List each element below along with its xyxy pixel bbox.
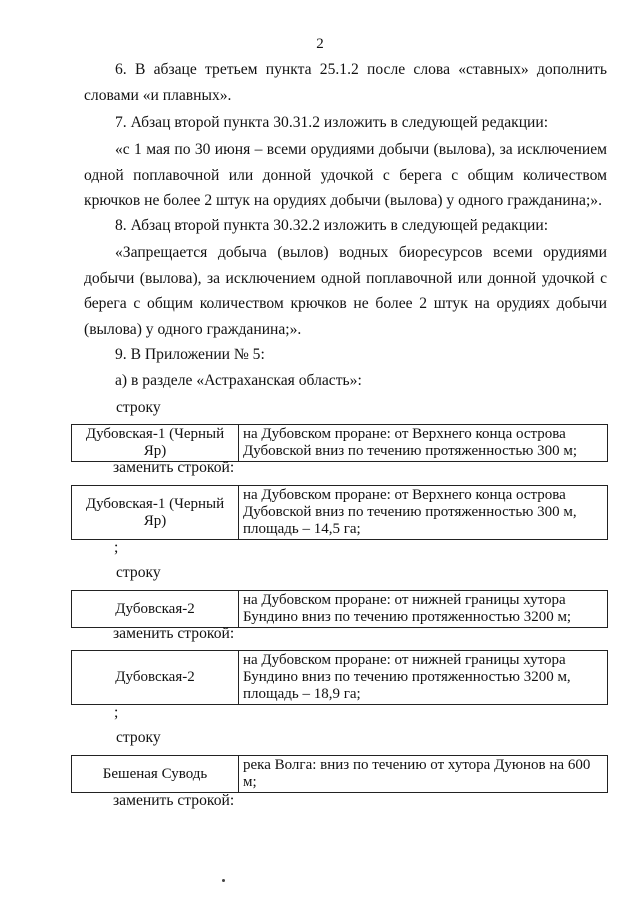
table-row-old-3 — [71, 755, 608, 793]
table-cell-name: Дубовская-2 — [72, 651, 239, 705]
quote-item-7: «с 1 мая по 30 июня – всеми орудиями добычи (вылова), за исключением одной поплавочной или донной удочкой с берега с общим количеством крючков не более 2 штук на орудиях добычи (вылова) у одного гражданина;». — [84, 141, 607, 209]
semicolon-1: ; — [114, 539, 119, 556]
table-row-new-2 — [71, 650, 608, 705]
table-cell-description: на Дубовском проране: от Верхнего конца острова Дубовской вниз по течению протяженностью 300 м, площадь – 14,5 га; — [239, 486, 608, 540]
paragraph-item-7: 7. Абзац второй пункта 30.31.2 изложить в следующей редакции: — [115, 114, 549, 131]
label-zamenit-1: заменить строкой: — [113, 459, 235, 476]
table-cell-description: на Дубовском проране: от нижней границы хутора Бундино вниз по течению протяженностью 3200 м, площадь – 18,9 га; — [239, 651, 608, 705]
label-stroku-2: строку — [116, 564, 161, 581]
table-row-old-1 — [71, 424, 608, 462]
label-zamenit-2: заменить строкой: — [113, 625, 235, 642]
paragraph-item-6: 6. В абзаце третьем пункта 25.1.2 после слова «ставных» дополнить словами «и плавных». — [84, 61, 607, 104]
scan-dot — [222, 879, 225, 882]
table-cell-name: Бешеная Суводь — [72, 756, 239, 793]
table-row-old-2 — [71, 590, 608, 628]
table-cell-description: река Волга: вниз по течению от хутора Дуюнов на 600 м; — [239, 756, 608, 793]
quote-item-8: «Запрещается добыча (вылов) водных биоресурсов всеми орудиями добычи (вылова), за исключением одной поплавочной или донной удочкой с берега с общим количеством крючков не более 2 штук на орудиях добычи (вылова) у одного гражданина;». — [84, 244, 607, 338]
table-cell-name: Дубовская-1 (Черный Яр) — [72, 425, 239, 462]
page-number: 2 — [316, 36, 324, 52]
paragraph-item-9: 9. В Приложении № 5: — [115, 346, 265, 363]
table-cell-description: на Дубовском проране: от Верхнего конца острова Дубовской вниз по течению протяженностью 300 м; — [239, 425, 608, 462]
label-stroku-3: строку — [116, 729, 161, 746]
paragraph-item-8: 8. Абзац второй пункта 30.32.2 изложить в следующей редакции: — [115, 217, 549, 234]
table-cell-name: Дубовская-2 — [72, 591, 239, 628]
table-row-new-1 — [71, 485, 608, 540]
semicolon-2: ; — [114, 704, 119, 721]
table-cell-name: Дубовская-1 (Черный Яр) — [72, 486, 239, 540]
label-zamenit-3: заменить строкой: — [113, 792, 235, 809]
label-stroku-1: строку — [116, 399, 161, 416]
table-cell-description: на Дубовском проране: от нижней границы хутора Бундино вниз по течению протяженностью 3200 м; — [239, 591, 608, 628]
subparagraph-a: а) в разделе «Астраханская область»: — [115, 372, 362, 389]
